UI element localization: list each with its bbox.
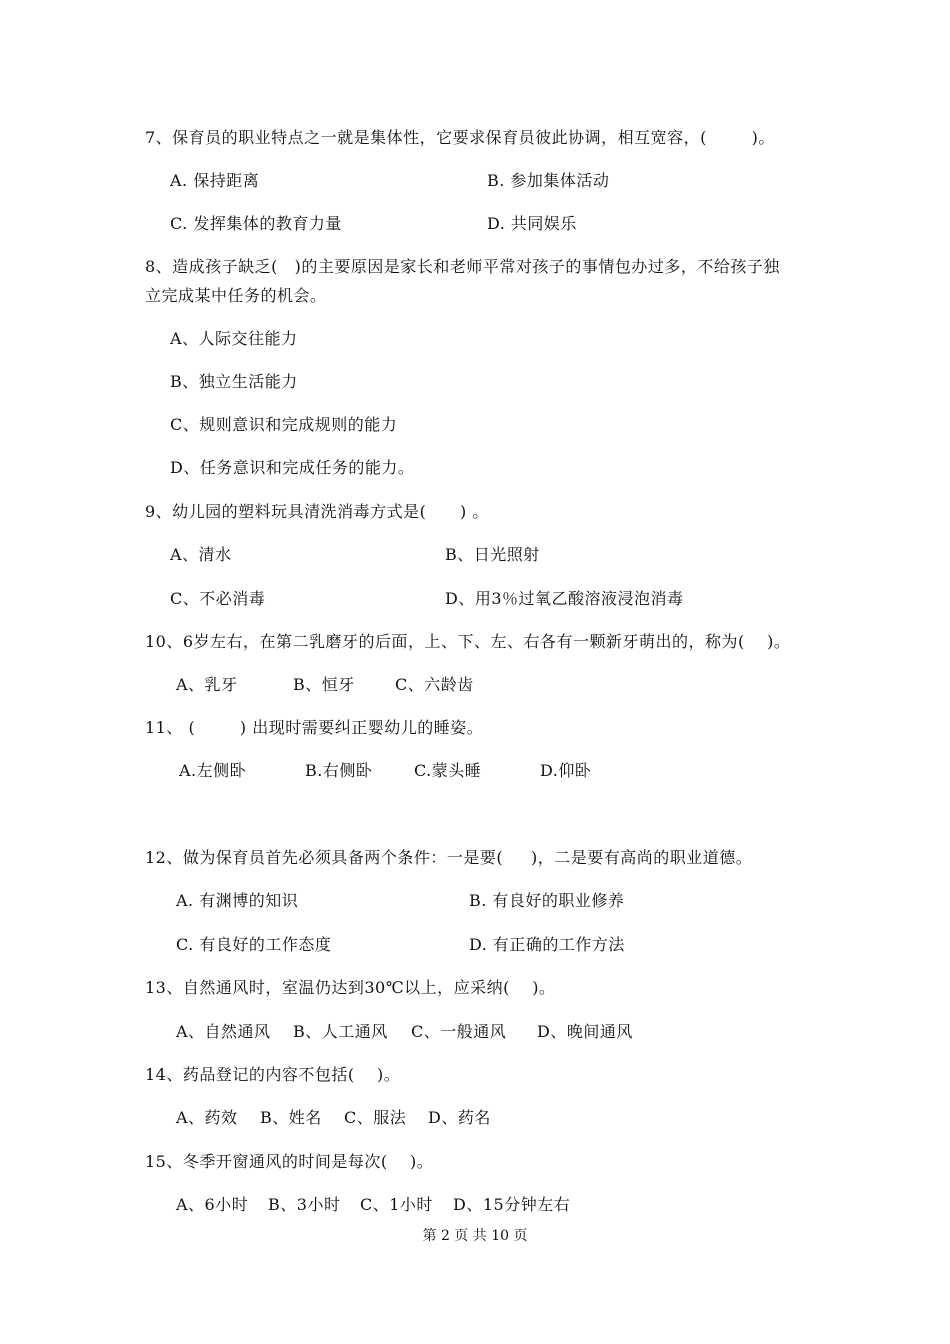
question-8-option-c: C、规则意识和完成规则的能力 [170,415,398,434]
question-10-option-a: A、乳牙 [176,675,238,694]
question-9-stem: 9、幼儿园的塑料玩具清洗消毒方式是( ) 。 [145,502,489,521]
question-12-option-c: C. 有良好的工作态度 [176,935,332,954]
question-9-option-b: B、日光照射 [445,545,540,564]
question-8-stem-line-2: 立完成某中任务的机会。 [145,286,327,305]
question-12-option-b: B. 有良好的职业修养 [469,891,625,910]
question-7-stem: 7、保育员的职业特点之一就是集体性，它要求保育员彼此协调，相互宽容，( )。 [145,128,775,147]
question-8-option-d: D、任务意识和完成任务的能力。 [170,458,415,477]
question-14-option-a: A、药效 [176,1108,238,1127]
question-13-option-d: D、晚间通风 [537,1022,633,1041]
question-8-option-b: B、独立生活能力 [170,372,298,391]
question-9-option-c: C、不必消毒 [170,589,266,608]
question-13-stem: 13、自然通风时，室温仍达到30℃以上，应采纳( )。 [145,978,556,997]
question-11-option-b: B.右侧卧 [305,761,373,780]
question-15-option-d: D、15分钟左右 [453,1195,571,1214]
question-11-stem: 11、 ( ) 出现时需要纠正婴幼儿的睡姿。 [145,718,484,737]
question-13-option-c: C、一般通风 [411,1022,507,1041]
question-13-option-b: B、人工通风 [293,1022,388,1041]
question-11-option-a: A.左侧卧 [179,761,247,780]
question-14-option-c: C、服法 [344,1108,407,1127]
question-12-option-d: D. 有正确的工作方法 [469,935,625,954]
question-12-option-a: A. 有渊博的知识 [176,891,299,910]
question-12-stem: 12、做为保育员首先必须具备两个条件：一是要( )，二是要有高尚的职业道德。 [145,848,753,867]
question-8-option-a: A、人际交往能力 [170,329,298,348]
question-9-option-d: D、用3％过氧乙酸溶液浸泡消毒 [445,589,684,608]
question-9-option-a: A、清水 [170,545,232,564]
question-14-option-d: D、药名 [428,1108,491,1127]
question-13-option-a: A、自然通风 [176,1022,271,1041]
question-7-option-d: D. 共同娱乐 [487,214,577,233]
question-14-stem: 14、药品登记的内容不包括( )。 [145,1065,401,1084]
question-7-option-a: A. 保持距离 [170,171,260,190]
question-7-option-c: C. 发挥集体的教育力量 [170,214,342,233]
page-footer: 第 2 页 共 10 页 [422,1228,528,1244]
question-15-option-a: A、6小时 [176,1195,249,1214]
question-10-option-c: C、六龄齿 [395,675,474,694]
question-10-option-b: B、恒牙 [293,675,355,694]
question-14-option-b: B、姓名 [260,1108,322,1127]
question-15-option-c: C、1小时 [360,1195,433,1214]
question-15-stem: 15、冬季开窗通风的时间是每次( )。 [145,1152,434,1171]
question-15-option-b: B、3小时 [268,1195,341,1214]
question-10-stem: 10、6岁左右，在第二乳磨牙的后面，上、下、左、右各有一颗新牙萌出的，称为( )。 [145,632,791,651]
question-11-option-d: D.仰卧 [540,761,592,780]
question-11-option-c: C.蒙头睡 [414,761,482,780]
question-8-stem-line-1: 8、造成孩子缺乏( )的主要原因是家长和老师平常对孩子的事情包办过多，不给孩子独 [145,257,780,276]
question-7-option-b: B. 参加集体活动 [487,171,610,190]
